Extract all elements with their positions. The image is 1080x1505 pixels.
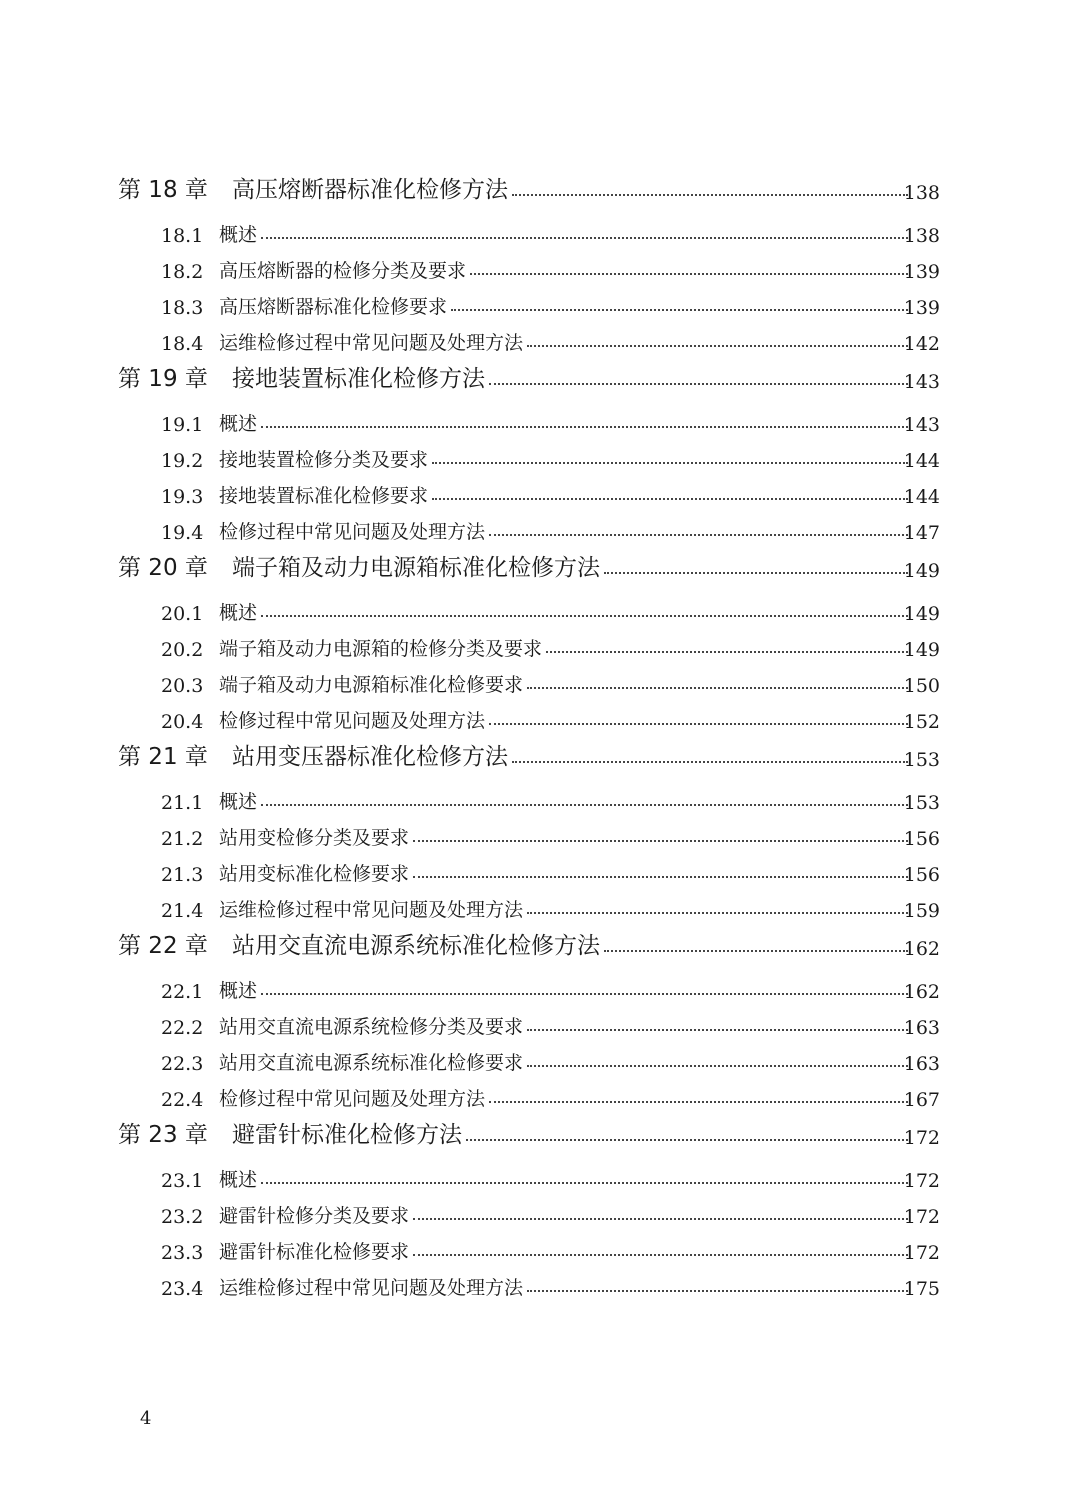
toc-section[interactable]: [0, 890, 1080, 926]
toc-section[interactable]: [0, 287, 1080, 323]
chapter-number: 第 23 章: [118, 1122, 208, 1148]
section-title: 概述: [219, 1169, 258, 1191]
chapter-page: 162: [903, 938, 940, 960]
section-title: 概述: [219, 791, 258, 813]
section-page: 153: [903, 792, 940, 814]
section-number: 19.1: [161, 414, 204, 436]
toc-section[interactable]: [0, 818, 1080, 854]
chapter-title: 高压熔断器标准化检修方法: [232, 177, 508, 203]
toc-section[interactable]: [0, 1232, 1080, 1268]
dot-leader: [413, 838, 908, 842]
section-page: 150: [903, 675, 940, 697]
section-title: 接地装置检修分类及要求: [219, 449, 429, 471]
dot-leader: [432, 496, 908, 500]
section-number: 23.1: [161, 1170, 204, 1192]
section-number: 22.4: [161, 1089, 204, 1111]
section-title: 站用变标准化检修要求: [219, 863, 410, 885]
toc-section[interactable]: [0, 512, 1080, 548]
toc-section[interactable]: [0, 1268, 1080, 1304]
section-title: 检修过程中常见问题及处理方法: [219, 1088, 486, 1110]
section-title: 站用变检修分类及要求: [219, 827, 410, 849]
section-number: 22.1: [161, 981, 204, 1003]
section-number: 21.2: [161, 828, 204, 850]
dot-leader: [527, 343, 908, 347]
section-number: 18.4: [161, 333, 204, 355]
section-page: 172: [903, 1206, 940, 1228]
section-title: 概述: [219, 980, 258, 1002]
dot-leader: [527, 1063, 908, 1067]
toc-chapter[interactable]: [0, 926, 1080, 964]
section-title: 站用交直流电源系统检修分类及要求: [219, 1016, 524, 1038]
section-title: 避雷针检修分类及要求: [219, 1205, 410, 1227]
section-page: 152: [903, 711, 940, 733]
section-page: 172: [903, 1170, 940, 1192]
section-title: 检修过程中常见问题及处理方法: [219, 521, 486, 543]
dot-leader: [261, 991, 908, 995]
toc-section[interactable]: [0, 701, 1080, 737]
section-page: 163: [903, 1053, 940, 1075]
section-title: 运维检修过程中常见问题及处理方法: [219, 899, 524, 921]
section-number: 19.4: [161, 522, 204, 544]
section-title: 高压熔断器的检修分类及要求: [219, 260, 467, 282]
section-title: 端子箱及动力电源箱的检修分类及要求: [219, 638, 543, 660]
dot-leader: [527, 1027, 908, 1031]
dot-leader: [489, 532, 908, 536]
section-number: 18.2: [161, 261, 204, 283]
chapter-page: 149: [903, 560, 940, 582]
section-title: 检修过程中常见问题及处理方法: [219, 710, 486, 732]
toc-section[interactable]: [0, 440, 1080, 476]
section-title: 概述: [219, 413, 258, 435]
chapter-title: 站用变压器标准化检修方法: [232, 744, 508, 770]
toc-section[interactable]: [0, 215, 1080, 251]
table-of-contents: [0, 170, 1080, 1304]
section-number: 22.2: [161, 1017, 204, 1039]
dot-leader: [489, 381, 908, 385]
chapter-title: 接地装置标准化检修方法: [232, 366, 485, 392]
dot-leader: [451, 307, 908, 311]
dot-leader: [261, 235, 908, 239]
section-title: 站用交直流电源系统标准化检修要求: [219, 1052, 524, 1074]
toc-section[interactable]: [0, 971, 1080, 1007]
section-title: 运维检修过程中常见问题及处理方法: [219, 332, 524, 354]
section-number: 20.1: [161, 603, 204, 625]
dot-leader: [604, 570, 908, 574]
toc-chapter[interactable]: [0, 1115, 1080, 1153]
section-number: 19.3: [161, 486, 204, 508]
section-page: 175: [903, 1278, 940, 1300]
toc-section[interactable]: [0, 665, 1080, 701]
chapter-page: 138: [903, 182, 940, 204]
dot-leader: [512, 759, 908, 763]
section-number: 18.1: [161, 225, 204, 247]
toc-section[interactable]: [0, 629, 1080, 665]
dot-leader: [413, 1252, 908, 1256]
dot-leader: [261, 613, 908, 617]
chapter-number: 第 20 章: [118, 555, 208, 581]
chapter-page: 172: [903, 1127, 940, 1149]
toc-section[interactable]: [0, 1007, 1080, 1043]
section-number: 21.4: [161, 900, 204, 922]
dot-leader: [527, 685, 908, 689]
section-number: 21.1: [161, 792, 204, 814]
page-number: 4: [140, 1408, 152, 1429]
section-page: 167: [903, 1089, 940, 1111]
section-number: 23.3: [161, 1242, 204, 1264]
section-page: 142: [903, 333, 940, 355]
toc-section[interactable]: [0, 854, 1080, 890]
toc-section[interactable]: [0, 1079, 1080, 1115]
chapter-number: 第 18 章: [118, 177, 208, 203]
section-title: 接地装置标准化检修要求: [219, 485, 429, 507]
toc-chapter[interactable]: [0, 548, 1080, 586]
section-number: 20.3: [161, 675, 204, 697]
toc-section[interactable]: [0, 476, 1080, 512]
toc-chapter[interactable]: [0, 359, 1080, 397]
dot-leader: [512, 192, 908, 196]
toc-section[interactable]: [0, 782, 1080, 818]
chapter-number: 第 22 章: [118, 933, 208, 959]
toc-chapter[interactable]: [0, 170, 1080, 208]
dot-leader: [466, 1137, 908, 1141]
section-number: 19.2: [161, 450, 204, 472]
section-page: 149: [903, 603, 940, 625]
toc-section[interactable]: [0, 404, 1080, 440]
chapter-title: 站用交直流电源系统标准化检修方法: [232, 933, 600, 959]
section-title: 避雷针标准化检修要求: [219, 1241, 410, 1263]
section-number: 22.3: [161, 1053, 204, 1075]
section-title: 概述: [219, 602, 258, 624]
toc-section[interactable]: [0, 323, 1080, 359]
toc-section[interactable]: [0, 593, 1080, 629]
dot-leader: [527, 1288, 908, 1292]
dot-leader: [470, 271, 908, 275]
section-page: 156: [903, 864, 940, 886]
section-page: 139: [903, 261, 940, 283]
section-number: 23.2: [161, 1206, 204, 1228]
chapter-number: 第 19 章: [118, 366, 208, 392]
dot-leader: [261, 802, 908, 806]
toc-section[interactable]: [0, 1160, 1080, 1196]
section-page: 143: [903, 414, 940, 436]
chapter-page: 143: [903, 371, 940, 393]
dot-leader: [261, 424, 908, 428]
section-page: 139: [903, 297, 940, 319]
toc-section[interactable]: [0, 1043, 1080, 1079]
section-page: 149: [903, 639, 940, 661]
section-page: 147: [903, 522, 940, 544]
dot-leader: [432, 460, 908, 464]
section-page: 172: [903, 1242, 940, 1264]
chapter-number: 第 21 章: [118, 744, 208, 770]
section-title: 概述: [219, 224, 258, 246]
dot-leader: [489, 721, 908, 725]
chapter-title: 端子箱及动力电源箱标准化检修方法: [232, 555, 600, 581]
section-title: 运维检修过程中常见问题及处理方法: [219, 1277, 524, 1299]
dot-leader: [413, 1216, 908, 1220]
section-page: 163: [903, 1017, 940, 1039]
dot-leader: [489, 1099, 908, 1103]
section-title: 高压熔断器标准化检修要求: [219, 296, 448, 318]
chapter-page: 153: [903, 749, 940, 771]
dot-leader: [527, 910, 908, 914]
toc-section[interactable]: [0, 251, 1080, 287]
section-number: 23.4: [161, 1278, 204, 1300]
section-number: 20.2: [161, 639, 204, 661]
dot-leader: [604, 948, 908, 952]
section-page: 156: [903, 828, 940, 850]
section-page: 144: [903, 486, 940, 508]
dot-leader: [546, 649, 908, 653]
dot-leader: [413, 874, 908, 878]
toc-section[interactable]: [0, 1196, 1080, 1232]
section-page: 159: [903, 900, 940, 922]
section-page: 144: [903, 450, 940, 472]
section-page: 162: [903, 981, 940, 1003]
section-page: 138: [903, 225, 940, 247]
chapter-title: 避雷针标准化检修方法: [232, 1122, 462, 1148]
section-number: 20.4: [161, 711, 204, 733]
section-number: 21.3: [161, 864, 204, 886]
dot-leader: [261, 1180, 908, 1184]
section-number: 18.3: [161, 297, 204, 319]
toc-chapter[interactable]: [0, 737, 1080, 775]
section-title: 端子箱及动力电源箱标准化检修要求: [219, 674, 524, 696]
